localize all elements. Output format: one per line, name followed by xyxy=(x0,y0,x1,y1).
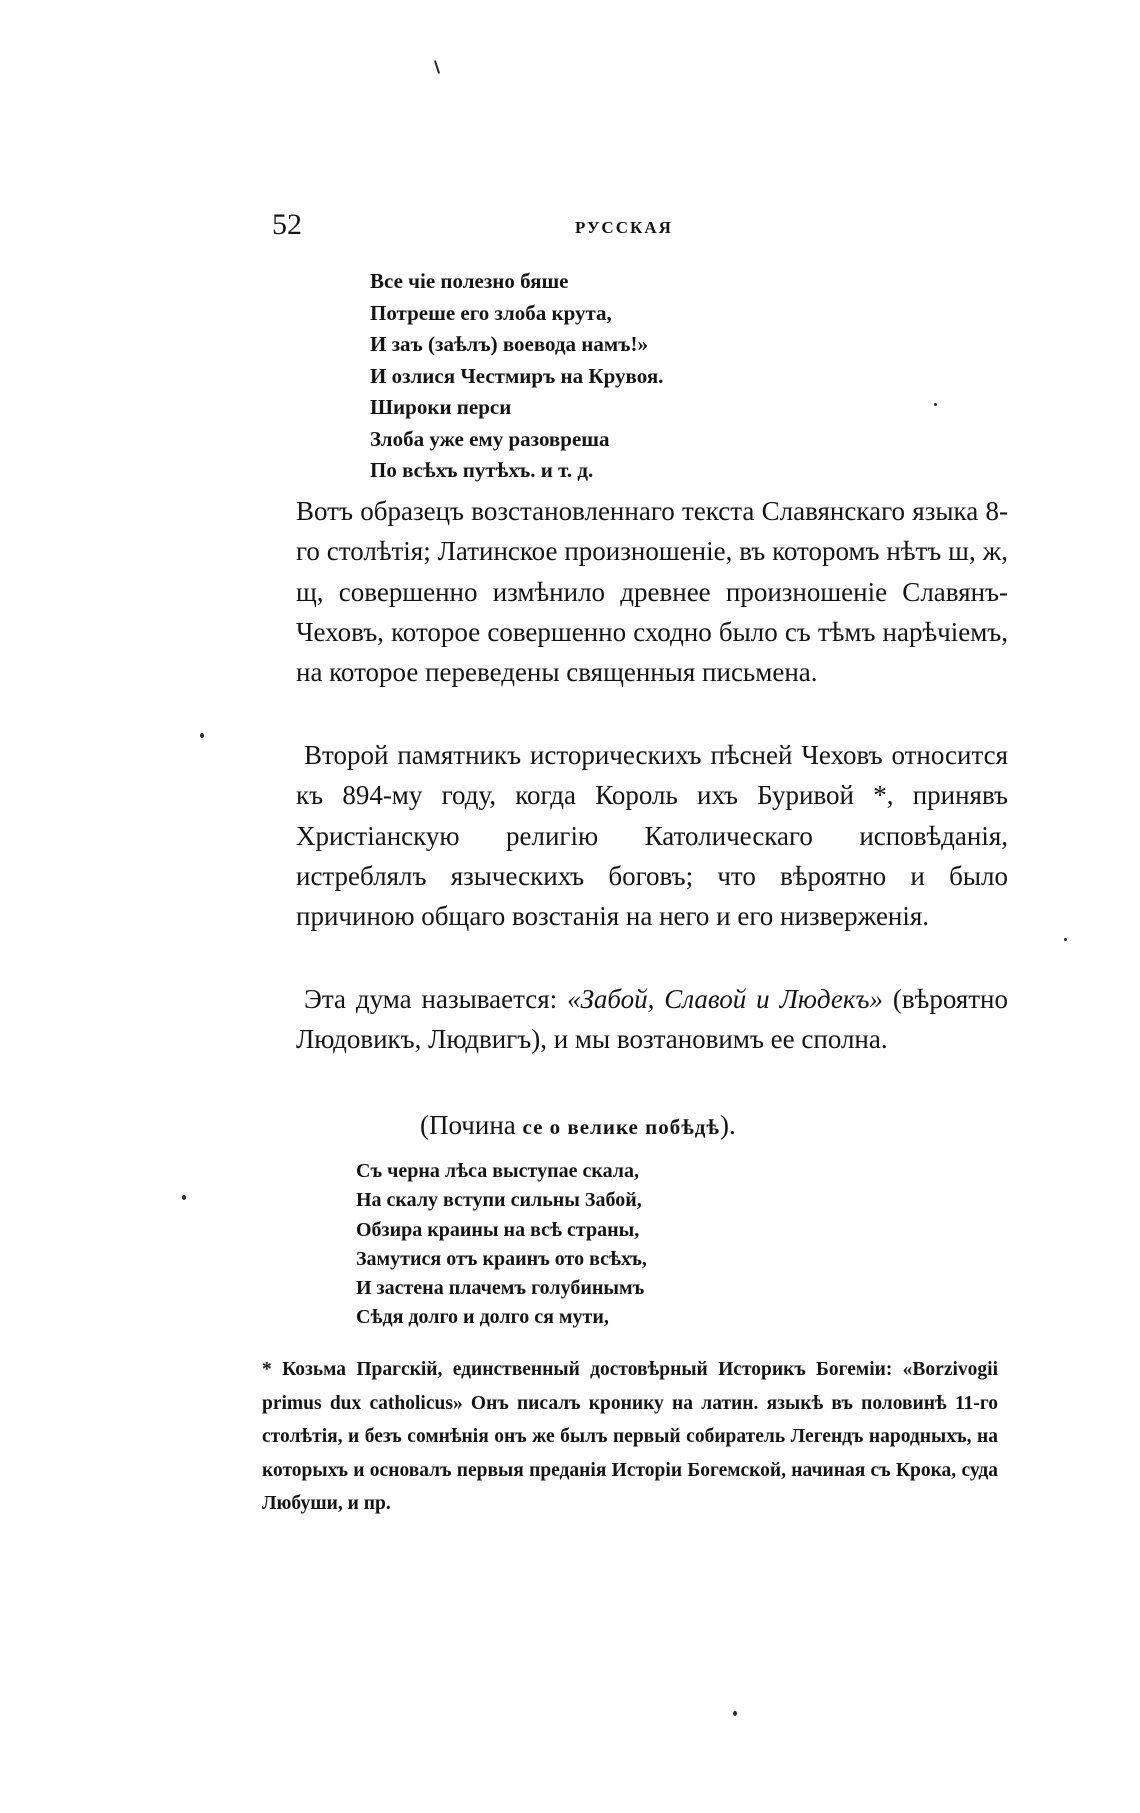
subheading-open: (Почина xyxy=(420,1110,516,1140)
poem-line: Съ черна лѣса выступае скала, xyxy=(356,1160,639,1182)
paragraph-1 xyxy=(296,491,1008,692)
scan-speck xyxy=(733,1711,737,1716)
running-title: РУССКАЯ xyxy=(575,218,673,237)
poem-top xyxy=(370,266,663,487)
poem-line: Сѣдя долго и долго ся мути, xyxy=(356,1306,609,1329)
footnote xyxy=(262,1353,998,1521)
poem-line: Потреше его злоба крута, xyxy=(370,300,612,325)
paragraph-3 xyxy=(296,979,1008,1060)
poem-line: И озлися Честмиръ на Крувоя. xyxy=(370,363,664,388)
subheading-smallcaps: се о велике побѣдѣ xyxy=(522,1115,721,1139)
paragraph-text: Вотъ образецъ возстановленнаго текста Славянскаго языка 8-го столѣтія; Латинское произношеніе, въ которомъ нѣтъ ш, ж, щ, совершенно измѣнило древнее произношеніе Славянъ-Чеховъ, которое совершенно сходно было съ тѣмъ нарѣчіемъ, на которое переведены священныя письмена. xyxy=(296,496,1008,688)
poem-line: Замутися отъ краинъ ото всѣхъ, xyxy=(356,1247,647,1270)
scan-speck xyxy=(1064,938,1067,941)
poem-line: На скалу вступи сильны Забой, xyxy=(356,1189,642,1212)
poem-bottom xyxy=(356,1157,647,1333)
song-subheading xyxy=(420,1110,736,1141)
poem-line: По всѣхъ путѣхъ. и т. д. xyxy=(370,458,594,482)
poem-line: Обзира краины на всѣ страны, xyxy=(356,1218,640,1241)
poem-line: И заъ (заѣлъ) воевода намъ!» xyxy=(370,332,648,356)
poem-line: И застена плачемъ голубинымъ xyxy=(356,1277,645,1300)
paragraph-2 xyxy=(296,735,1008,936)
poem-line: Все чіе полезно бяше xyxy=(370,269,569,293)
scan-speck xyxy=(934,403,937,406)
paragraph-text: Второй памятникъ историческихъ пѣсней Чеховъ относится къ 894-му году, когда Король ихъ Буривой *, принявъ Христіанскую религію Католическаго исповѣданія, истреблялъ языческихъ боговъ; что вѣроятно и было причиною общаго возстанія на него и его низверженія. xyxy=(296,740,1008,932)
poem-line: Злоба уже ему разовреша xyxy=(370,426,610,451)
paragraph-text xyxy=(296,979,1008,1060)
scan-speck xyxy=(200,733,204,738)
page-number: 52 xyxy=(272,208,302,241)
scan-speck xyxy=(182,1195,186,1200)
scan-speck xyxy=(434,60,440,74)
subheading-close: ). xyxy=(720,1110,736,1140)
paragraph-text-end: (вѣроятно Людовикъ, Людвигъ), и мы возтановимъ ее сполна. xyxy=(296,984,1008,1055)
poem-line: Широки перси xyxy=(370,395,512,419)
footnote-text: * Козьма Прагскій, единственный достовѣрный Историкъ Богеміи: «Borzivogii primus dux catholicus» Онъ писалъ кронику на латин. языкѣ въ половинѣ 11-го столѣтія, и безъ сомнѣнія онъ же былъ первый собиратель Легендъ народныхъ, на которыхъ и основалъ первыя преданія Исторіи Богемской, начиная съ Крока, суда Любуши, и пр. xyxy=(262,1359,998,1514)
song-title: «Забой, Славой и Людекъ» xyxy=(567,984,884,1014)
paragraph-text-start: Эта дума называется: xyxy=(304,984,568,1014)
page-header xyxy=(272,208,712,248)
